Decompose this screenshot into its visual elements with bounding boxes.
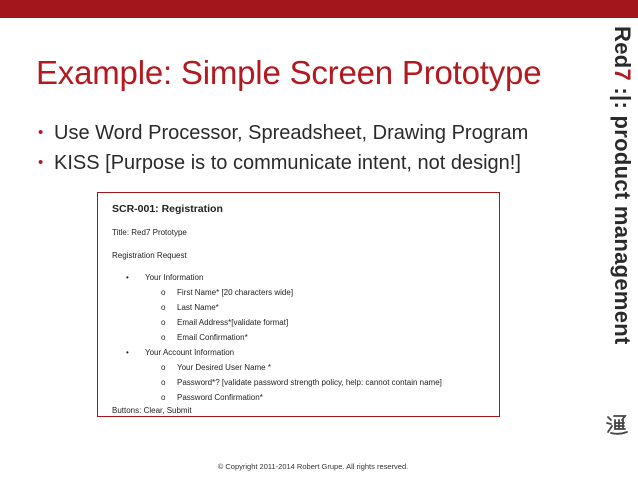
prototype-heading: Registration Request	[112, 251, 187, 260]
top-accent-bar	[0, 0, 638, 18]
prototype-field-label: Password Confirmation*	[177, 393, 263, 402]
copyright-text: © Copyright 2011-2014 Robert Grupe. All rights reserved.	[217, 462, 409, 471]
brand-accent-digit: 7	[610, 68, 635, 82]
circle-bullet-icon: o	[161, 318, 166, 327]
prototype-field-item	[161, 288, 293, 298]
circle-bullet-icon: o	[161, 393, 166, 402]
prototype-field-label: Email Confirmation*	[177, 333, 248, 342]
prototype-field-item	[161, 318, 288, 328]
prototype-field-item	[161, 378, 442, 388]
slide-bullet-text: Use Word Processor, Spreadsheet, Drawing Program	[54, 122, 529, 144]
brand-tagline: :|: product management	[610, 81, 635, 345]
prototype-section	[126, 348, 234, 358]
prototype-field-label: Your Desired User Name *	[177, 363, 271, 372]
vertical-brand-banner	[605, 26, 637, 386]
bullet-dot-icon: •	[38, 154, 44, 171]
footer-copyright	[0, 462, 638, 471]
circle-bullet-icon: o	[161, 363, 166, 372]
prototype-document-box	[97, 192, 500, 417]
slide-bullet-list	[38, 118, 528, 178]
brand-wordmark	[607, 26, 637, 345]
prototype-field-label: Last Name*	[177, 303, 219, 312]
prototype-field-label: Password*? [validate password strength policy, help: cannot contain name]	[177, 378, 442, 387]
prototype-section-label: Your Account Information	[145, 348, 235, 357]
circle-bullet-icon: o	[161, 378, 166, 387]
slide-bullet-text: KISS [Purpose is to communicate intent, not design!]	[54, 152, 521, 174]
slide-bullet	[38, 148, 528, 178]
prototype-field-label: First Name* [20 characters wide]	[177, 288, 294, 297]
bullet-dot-icon: •	[126, 348, 129, 357]
bullet-dot-icon: •	[38, 124, 44, 141]
prototype-field-item	[161, 333, 248, 343]
prototype-field-item	[161, 303, 219, 313]
calligraphy-seal-icon	[605, 412, 629, 436]
prototype-field-label: Email Address*[validate format]	[177, 318, 289, 327]
circle-bullet-icon: o	[161, 303, 166, 312]
brand-name: Red	[610, 26, 635, 69]
bullet-dot-icon: •	[126, 273, 129, 282]
prototype-buttons-line: Buttons: Clear, Submit	[112, 406, 192, 415]
circle-bullet-icon: o	[161, 288, 166, 297]
circle-bullet-icon: o	[161, 333, 166, 342]
prototype-field-item	[161, 363, 271, 373]
slide-title: Example: Simple Screen Prototype	[36, 54, 542, 91]
prototype-field-item	[161, 393, 263, 403]
prototype-section-label: Your Information	[145, 273, 204, 282]
prototype-title-line: Title: Red7 Prototype	[112, 228, 187, 237]
slide-bullet	[38, 118, 528, 148]
prototype-screen-id: SCR-001: Registration	[112, 203, 223, 215]
prototype-section	[126, 273, 203, 283]
